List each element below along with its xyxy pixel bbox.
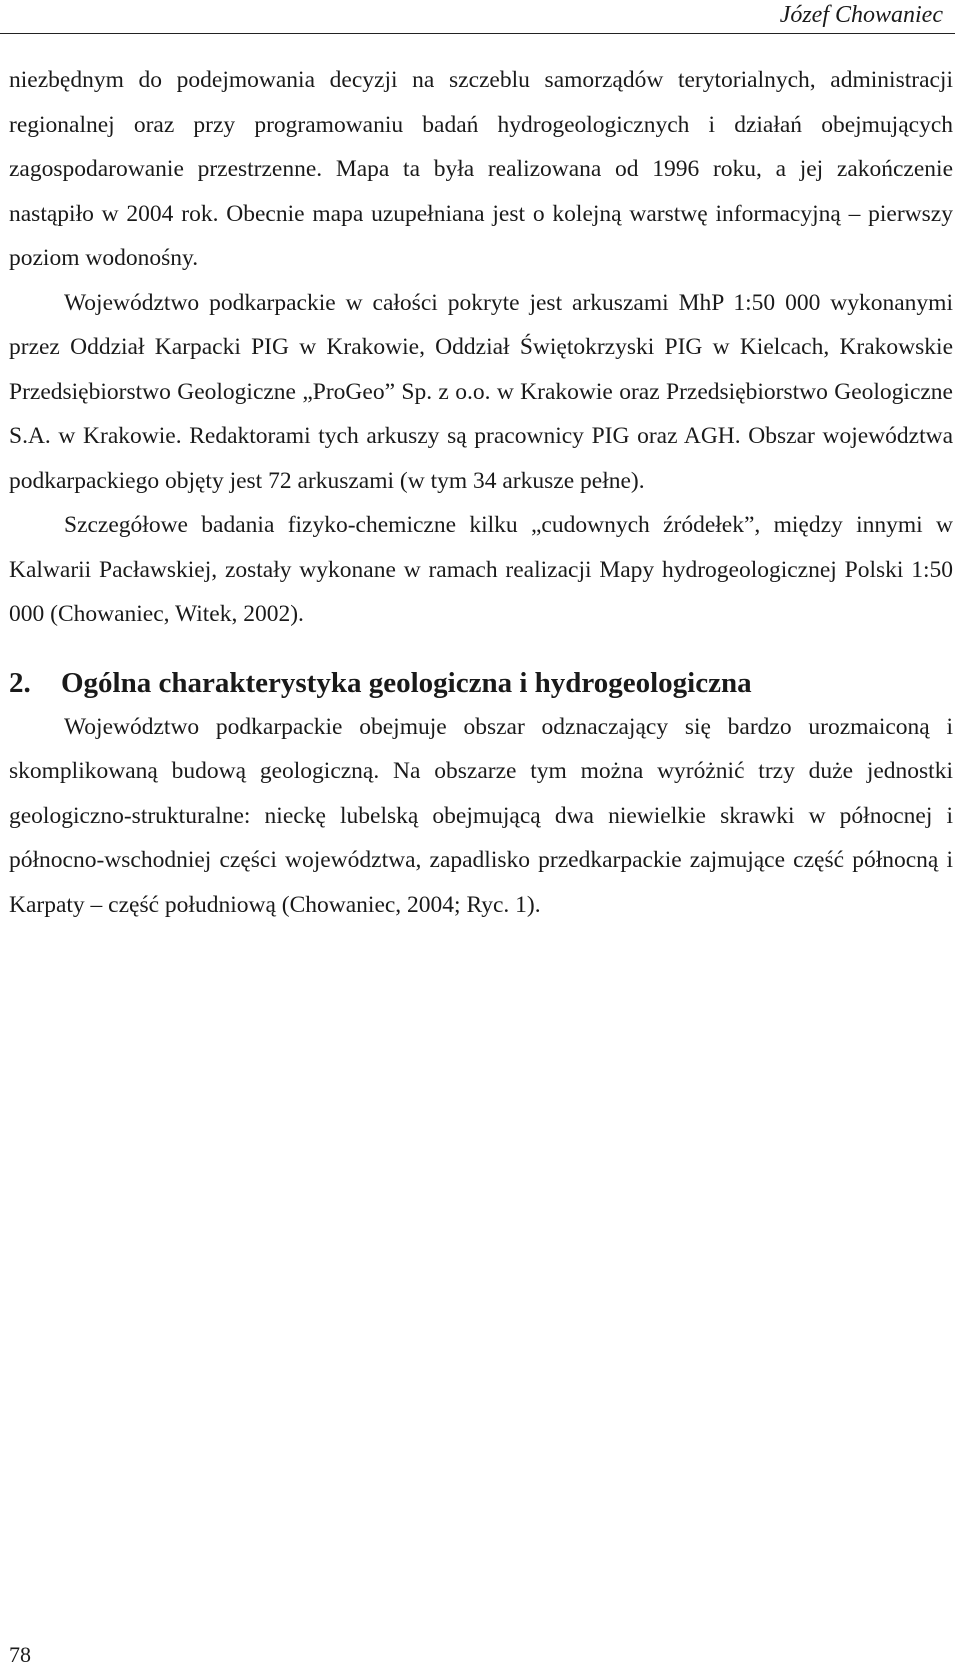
section-title: Ogólna charakterystyka geologiczna i hydrogeologiczna: [61, 666, 752, 699]
header-author: Józef Chowaniec: [779, 2, 943, 28]
section-number: 2.: [9, 666, 31, 699]
paragraph-voivodeship-sheets: Województwo podkarpackie w całości pokryte jest arkuszami MhP 1:50 000 wykonanymi przez Oddział Karpacki PIG w Krakowie, Oddział Świętokrzyski PIG w Kielcach, Krakowskie Przedsiębiorstwo Geologiczne „ProGeo” Sp. z o.o. w Krakowie oraz Przedsiębiorstwo Geologiczne S.A. w Krakowie. Redaktorami tych arkuszy są pracownicy PIG oraz AGH. Obszar województwa podkarpackiego objęty jest 72 arkuszami (w tym 34 arkusze pełne).: [9, 289, 953, 494]
page-content: [9, 58, 953, 927]
page-number: 78: [9, 1642, 31, 1667]
paragraph-geology-overview: Województwo podkarpackie obejmuje obszar odznaczający się bardzo urozmaiconą i skomplikowaną budową geologiczną. Na obszarze tym można wyróżnić trzy duże jednostki geologiczno-strukturalne: nieckę lubelską obejmującą dwa niewielkie skrawki w północnej i północno-wschodniej części województwa, zapadlisko przedkarpackie zajmujące część północną i Karpaty – część południową (Chowaniec, 2004; Ryc. 1).: [9, 713, 953, 918]
running-header: [0, 0, 955, 34]
section-heading: [9, 661, 953, 705]
paragraph-continuation: niezbędnym do podejmowania decyzji na szczeblu samorządów terytorialnych, administracji regionalnej oraz przy programowaniu badań hydrogeologicznych i działań obejmujących zagospodarowanie przestrzenne. Mapa ta była realizowana od 1996 roku, a jej zakończenie nastąpiło w 2004 rok. Obecnie mapa uzupełniana jest o kolejną warstwę informacyjną – pierwszy poziom wodonośny.: [9, 67, 953, 271]
paragraph-springs-study: Szczegółowe badania fizyko-chemiczne kilku „cudownych źródełek”, między innymi w Kalwarii Pacławskiej, zostały wykonane w ramach realizacji Mapy hydrogeologicznej Polski 1:50 000 (Chowaniec, Witek, 2002).: [9, 512, 953, 627]
